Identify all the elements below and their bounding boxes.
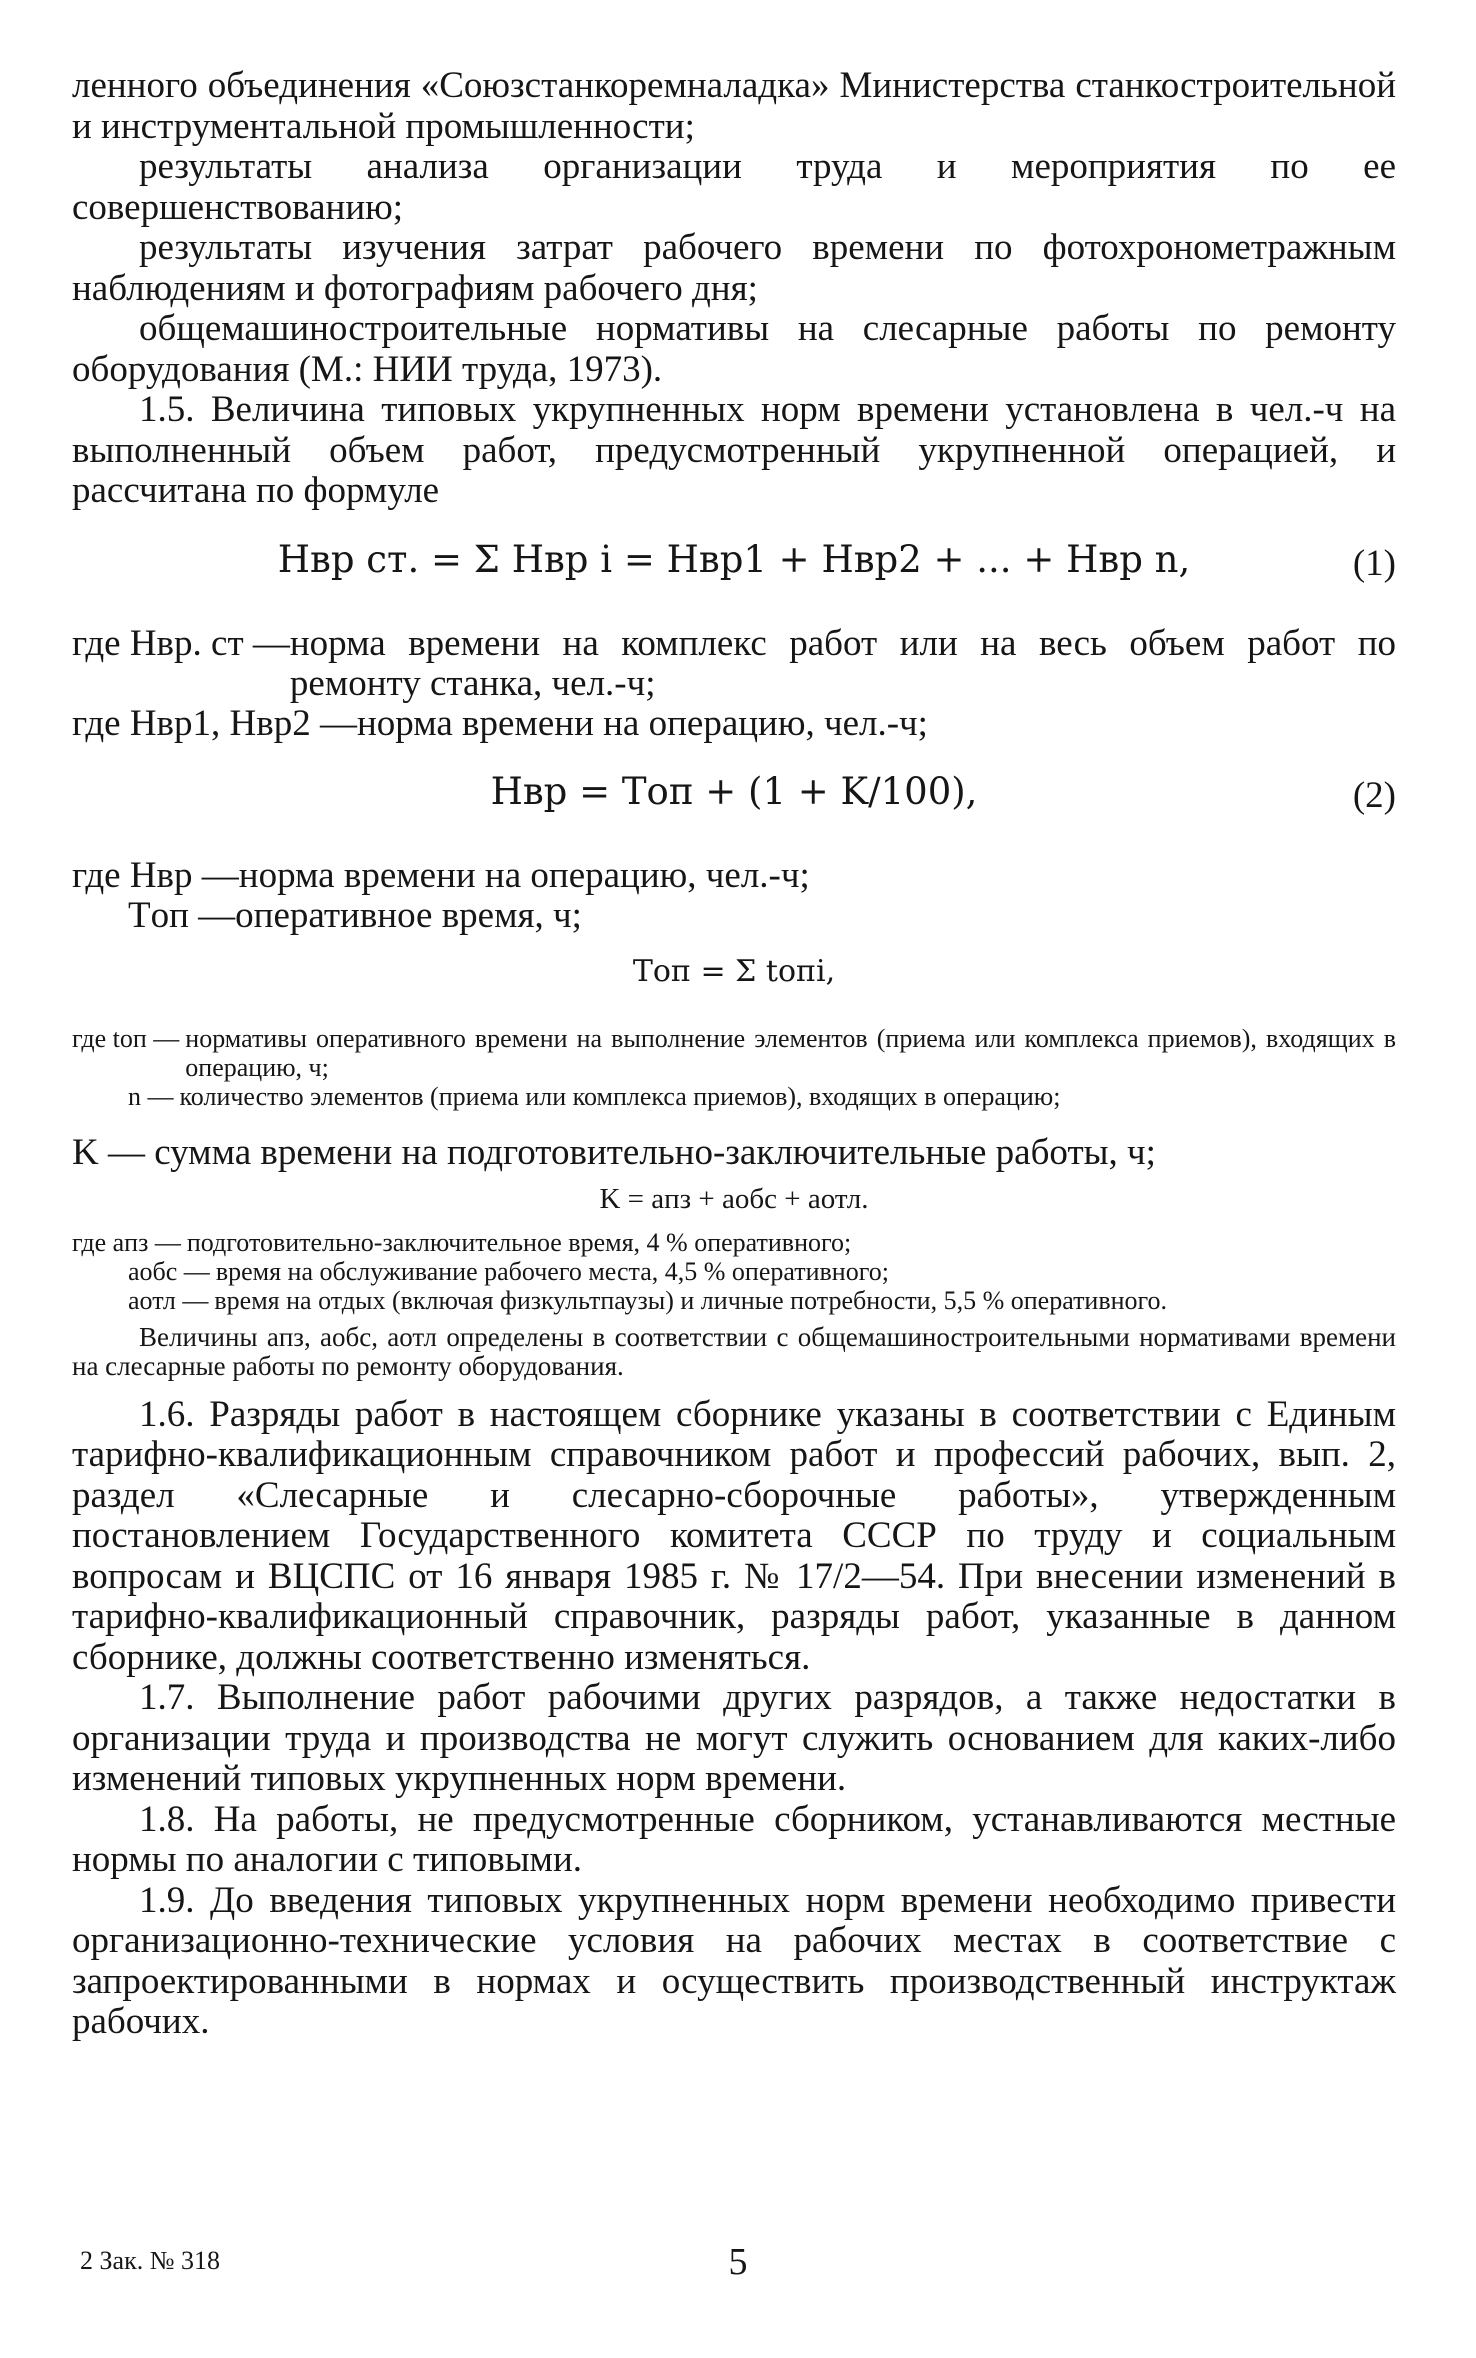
page-footer [80, 2240, 1396, 2290]
formula-3-def-1 [72, 1024, 1396, 1082]
formula-2-expression: Hвр = Tоп + (1 + K/100), [490, 769, 978, 813]
def-lead: где tоп — [72, 1023, 180, 1053]
def-lead: где Hвр. ст — [72, 622, 290, 664]
def-lead: n — [128, 1081, 174, 1111]
formula-3-expression: Tоп = Σ tопi, [632, 953, 836, 989]
paragraph-1-9: 1.9. До введения типовых укрупненных норм времени необходимо привести организационно-технические условия на рабочих местах в соответствие с запроектированными в нормах и осуществить производственный инструктаж рабочих. [72, 1879, 1396, 2042]
def-body: норма времени на комплекс работ или на весь объем работ по ремонту станка, чел.-ч; [289, 622, 1396, 704]
page-number: 5 [728, 2241, 748, 2283]
formula-2-number: (2) [1352, 774, 1396, 816]
formula-3 [72, 936, 1396, 1018]
k-def-3 [72, 1286, 1396, 1315]
formula-1 [72, 512, 1396, 624]
def-body: нормативы оперативного времени на выполнение элементов (приема или комплекса приемов), входящих в операцию, ч; [185, 1023, 1396, 1082]
def-body: количество элементов (приема или комплекса приемов), входящих в операцию; [179, 1081, 1061, 1111]
formula-1-expression: Hвр ст. = Σ Hвр i = Hвр1 + Hвр2 + ... + Hвр n, [277, 537, 1191, 581]
k-definition-line: K — сумма времени на подготовительно-заключительные работы, ч; [72, 1131, 1156, 1173]
formula-1-def-1 [72, 624, 1396, 704]
def-body: норма времени на операцию, чел.-ч; [238, 854, 810, 896]
formula-3-defs [72, 1024, 1396, 1111]
source-item-3: общемашиностроительные нормативы на слесарные работы по ремонту оборудования (М.: НИИ труда, 1973). [72, 308, 1396, 390]
formula-3-def-2 [72, 1082, 1396, 1111]
k-def-2 [72, 1257, 1396, 1286]
def-lead: где Hвр — [72, 854, 239, 896]
def-lead: aотл — [128, 1285, 209, 1315]
formula-2-def-1 [72, 856, 1396, 896]
source-item-2: результаты изучения затрат рабочего времени по фотохронометражным наблюдениям и фотографиям рабочего дня; [72, 227, 1396, 309]
paragraph-1-6: 1.6. Разряды работ в настоящем сборнике указаны в соответствии с Единым тарифно-квалификационным справочником работ и профессий рабочих, вып. 2, раздел «Слесарные и слесарно-сборочные работы», утвержденным постановлением Государственного комитета СССР по труду и социальным вопросам и ВЦСПС от 16 января 1985 г. № 17/2—54. При внесении изменений в тарифно-квалификационный справочник, разряды работ, указанные в данном сборнике, должны соответственно изменяться. [72, 1393, 1396, 1678]
k-formula: K = aпз + aобс + aотл. [599, 1182, 869, 1215]
print-order-mark: 2 Зак. № 318 [80, 2246, 221, 2275]
k-defs [72, 1228, 1396, 1315]
def-lead: Tоп — [128, 894, 236, 936]
def-body: оперативное время, ч; [235, 894, 582, 936]
paragraph-1-5: 1.5. Величина типовых укрупненных норм времени установлена в чел.-ч на выполненный объем работ, предусмотренный укрупненной операцией, и рассчитана по формуле [72, 389, 1396, 511]
def-body: подготовительно-заключительное время, 4 % оперативного; [186, 1227, 852, 1257]
def-body: время на отдых (включая физкультпаузы) и личные потребности, 5,5 % оперативного. [214, 1285, 1168, 1315]
formula-1-def-2 [72, 704, 1396, 744]
def-lead: где aпз — [72, 1227, 181, 1257]
note-paragraph: Величины aпз, aобс, aотл определены в соответствии с общемашиностроительными нормативами времени на слесарные работы по ремонту оборудования. [72, 1321, 1396, 1381]
def-lead: где Hвр1, Hвр2 — [72, 702, 357, 744]
paragraph-1-8: 1.8. На работы, не предусмотренные сборником, устанавливаются местные нормы по аналогии с типовыми. [72, 1798, 1396, 1880]
source-item-1: результаты анализа организации труда и мероприятия по ее совершенствованию; [72, 146, 1396, 228]
formula-2-def-2 [72, 896, 1396, 936]
def-lead: aобс — [128, 1256, 210, 1286]
paragraph-1-7: 1.7. Выполнение работ рабочими других разрядов, а также недостатки в организации труда и производства не могут служить основанием для каких-либо изменений типовых укрупненных норм времени. [72, 1677, 1396, 1799]
formula-1-number: (1) [1352, 542, 1396, 584]
def-body: норма времени на операцию, чел.-ч; [356, 702, 928, 744]
k-def-1 [72, 1228, 1396, 1257]
intro-paragraph: ленного объединения «Союзстанкоремналадка» Министерства станкостроительной и инструментальной промышленности; [72, 65, 1396, 147]
formula-2 [72, 744, 1396, 856]
def-body: время на обслуживание рабочего места, 4,5 % оперативного; [215, 1256, 889, 1286]
